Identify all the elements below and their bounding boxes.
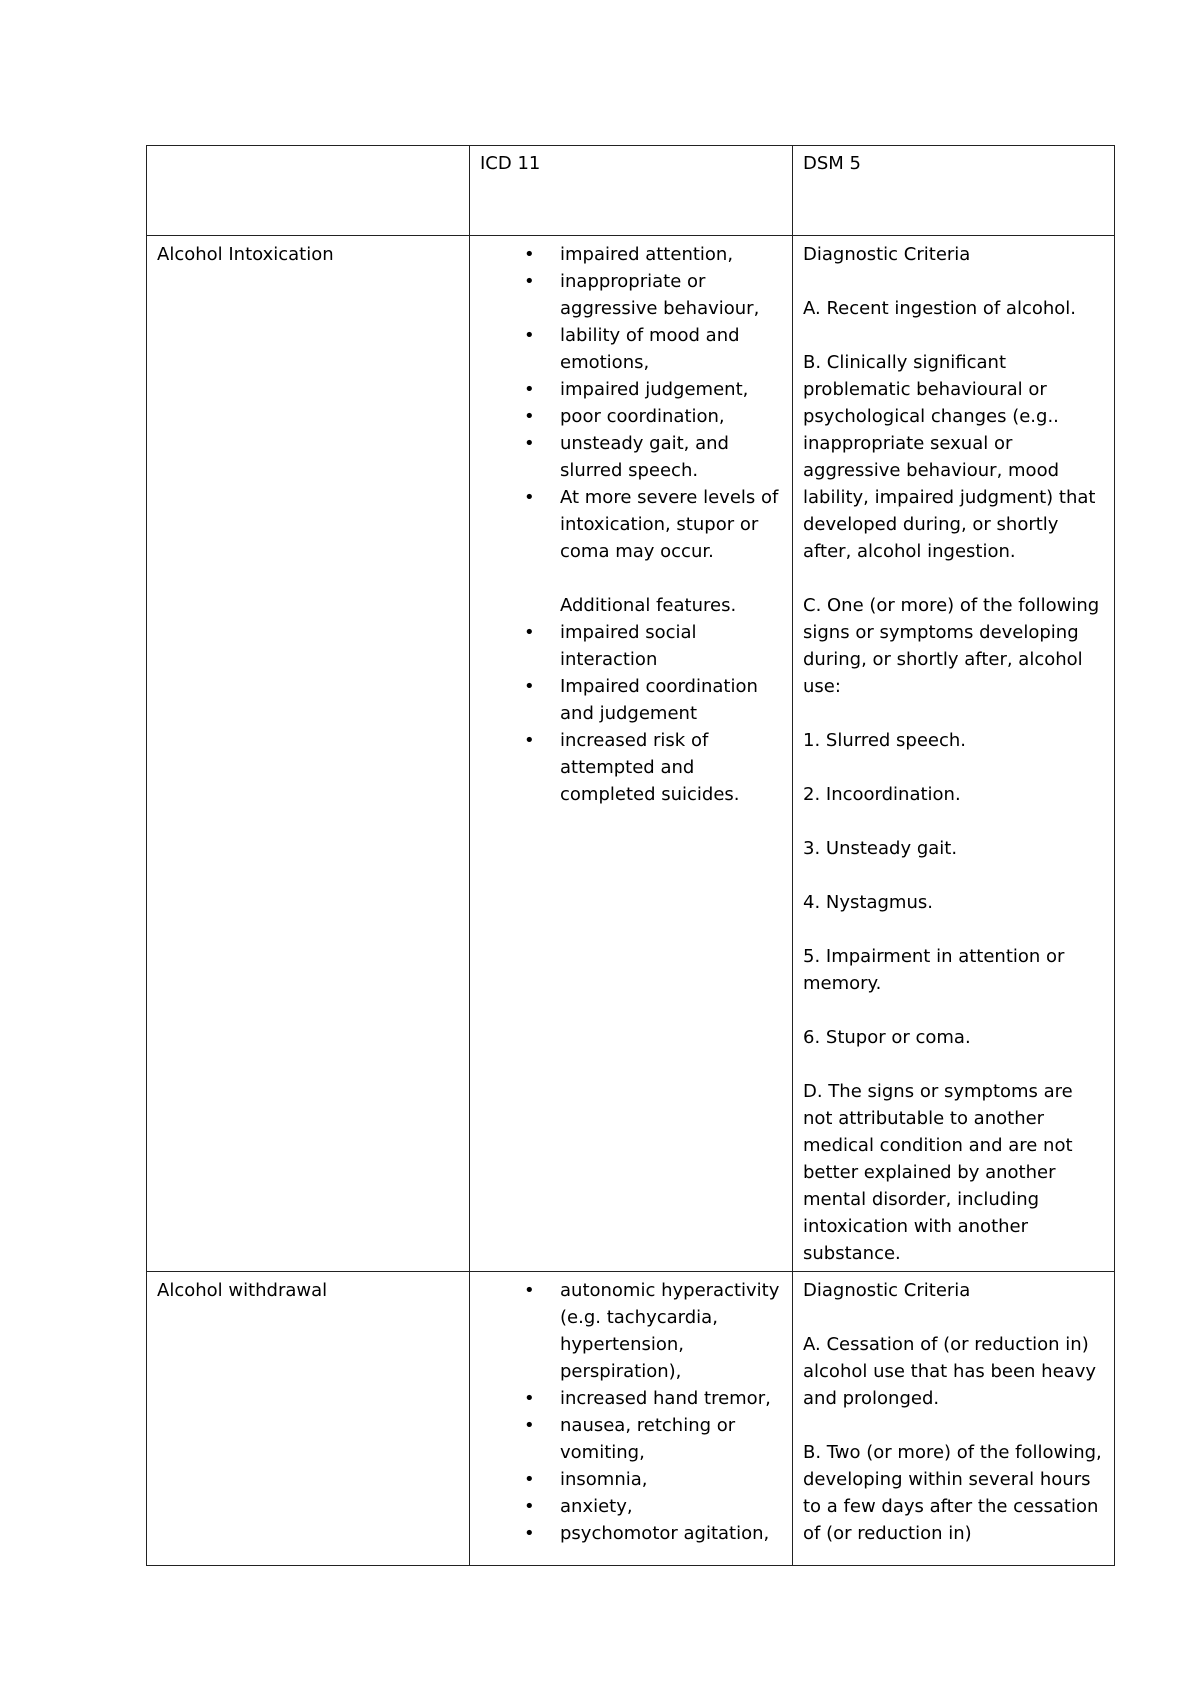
- icd-intoxication-list: [480, 241, 782, 565]
- list-item: • lability of mood and emotions,: [560, 322, 782, 376]
- dsm-criterion: B. Clinically significant problematic behavioural or psychological changes (e.g.. inappropriate sexual or aggressive behaviour, mood lability, impaired judgment) that developed during, or shortly after, alcohol ingestion.: [803, 352, 1096, 562]
- list-item: • increased risk of attempted and completed suicides.: [560, 727, 782, 808]
- icd-withdrawal-list: [480, 1277, 782, 1547]
- dsm-criterion: 5. Impairment in attention or memory.: [803, 946, 1065, 994]
- dsm-criterion: C. One (or more) of the following signs or symptoms developing during, or shortly after, alcohol use:: [803, 595, 1100, 697]
- dsm-criterion: 4. Nystagmus.: [803, 892, 933, 913]
- list-item: • increased hand tremor,: [560, 1385, 782, 1412]
- header-icd11: ICD 11: [470, 146, 793, 236]
- list-item: • impaired attention,: [560, 241, 782, 268]
- list-item: • anxiety,: [560, 1493, 782, 1520]
- icd-withdrawal-cell: [470, 1272, 793, 1566]
- dsm-criteria-title: Diagnostic Criteria: [803, 244, 971, 265]
- dsm-criteria-title: Diagnostic Criteria: [803, 1280, 971, 1301]
- dsm-withdrawal-cell: [793, 1272, 1115, 1566]
- list-item: • insomnia,: [560, 1466, 782, 1493]
- list-item: • impaired judgement,: [560, 376, 782, 403]
- list-item: • nausea, retching or vomiting,: [560, 1412, 782, 1466]
- condition-alcohol-intoxication: Alcohol Intoxication: [147, 236, 470, 1272]
- table-header-row: [147, 146, 1115, 236]
- list-item: • inappropriate or aggressive behaviour,: [560, 268, 782, 322]
- icd-intoxication-cell: [470, 236, 793, 1272]
- additional-features-heading: Additional features.: [560, 595, 737, 616]
- dsm-criterion: 3. Unsteady gait.: [803, 838, 958, 859]
- condition-alcohol-withdrawal: Alcohol withdrawal: [147, 1272, 470, 1566]
- dsm-intoxication-cell: [793, 236, 1115, 1272]
- dsm-criterion: 1. Slurred speech.: [803, 730, 967, 751]
- dsm-criterion: D. The signs or symptoms are not attributable to another medical condition and are not better explained by another mental disorder, including intoxication with another substance.: [803, 1081, 1073, 1264]
- list-item: • At more severe levels of intoxication, stupor or coma may occur.: [560, 484, 782, 565]
- dsm-criterion: B. Two (or more) of the following, developing within several hours to a few days after the cessation of (or reduction in): [803, 1442, 1102, 1544]
- icd-additional-list: [480, 619, 782, 808]
- list-item: • impaired social interaction: [560, 619, 782, 673]
- list-item: • unsteady gait, and slurred speech.: [560, 430, 782, 484]
- list-item: • poor coordination,: [560, 403, 782, 430]
- table-row: [147, 236, 1115, 1272]
- dsm-criterion: 2. Incoordination.: [803, 784, 961, 805]
- comparison-table: [146, 145, 1115, 1566]
- dsm-criterion: A. Cessation of (or reduction in) alcohol use that has been heavy and prolonged.: [803, 1334, 1097, 1409]
- list-item: • Impaired coordination and judgement: [560, 673, 782, 727]
- dsm-criterion: A. Recent ingestion of alcohol.: [803, 298, 1077, 319]
- header-dsm5: DSM 5: [793, 146, 1115, 236]
- header-empty-cell: [147, 146, 470, 236]
- list-item: • psychomotor agitation,: [560, 1520, 782, 1547]
- dsm-criterion: 6. Stupor or coma.: [803, 1027, 971, 1048]
- list-item: • autonomic hyperactivity (e.g. tachycardia, hypertension, perspiration),: [560, 1277, 782, 1385]
- table-row: [147, 1272, 1115, 1566]
